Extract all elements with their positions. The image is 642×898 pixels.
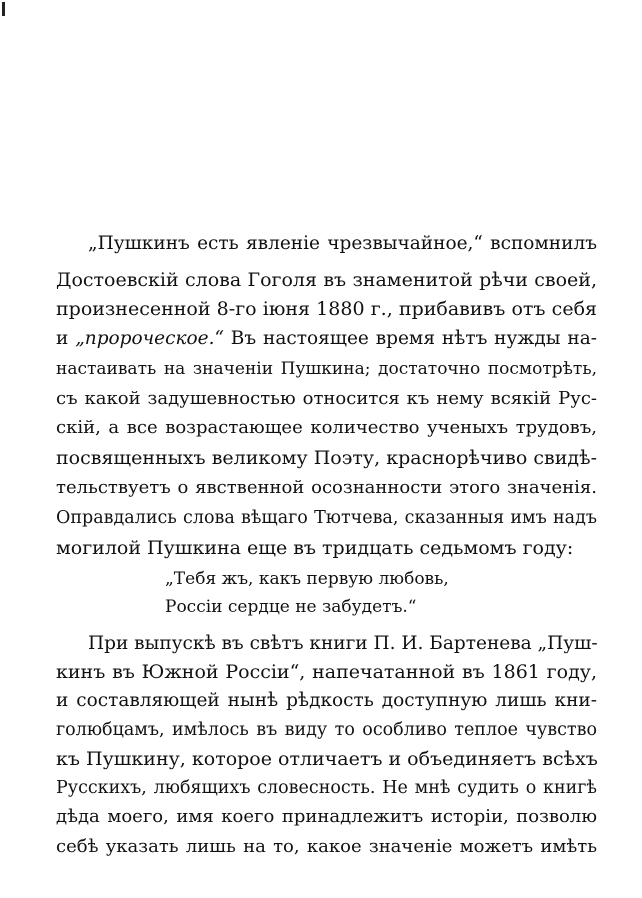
paragraph1-line-5: настаивать на значеніи Пушкина; достаточно посмотрѣть, xyxy=(56,359,597,379)
paragraph2-line-6: Русскихъ, любящихъ словесность. Не мнѣ судить о книгѣ xyxy=(56,778,597,798)
scan-edge-mark xyxy=(2,2,5,16)
paragraph1-line-3: произнесенной 8-го іюня 1880 г., прибавивъ отъ себя xyxy=(56,298,597,320)
paragraph2-line-8: себѣ указать лишь на то, какое значеніе можетъ имѣть xyxy=(56,836,597,857)
verse-line-2: Россіи сердце не забудетъ.“ xyxy=(165,597,417,617)
paragraph1-line-4 xyxy=(56,325,597,353)
paragraph1-line-1: „Пушкинъ есть явленіе чрезвычайное,“ вспомнилъ xyxy=(88,233,597,254)
quoted-word-prophetic: „пророческое.“ xyxy=(75,328,224,349)
paragraph1-line-4-start: и xyxy=(56,328,69,349)
paragraph1-line-8: посвященныхъ великому Поэту, краснорѣчиво свидѣ- xyxy=(56,447,597,469)
paragraph2-line-2: кинъ въ Южной Россіи“, напечатанной въ 1861 году, xyxy=(56,661,597,683)
paragraph1-line-10: Оправдались слова вѣщаго Тютчева, сказанныя имъ надъ xyxy=(56,508,597,528)
verse-line-1: „Тебя жъ, какъ первую любовь, xyxy=(165,569,449,589)
paragraph2-line-3: и составляющей нынѣ рѣдкость доступную лишь кни- xyxy=(56,690,597,711)
paragraph2-line-7: дѣда моего, имя коего принадлежитъ исторіи, позволю xyxy=(56,806,597,827)
paragraph1-line-4-rest: Въ настоящее время нѣтъ нужды на- xyxy=(223,328,597,349)
paragraph2-line-1: При выпускѣ въ свѣтъ книги П. И. Бартенева „Пуш- xyxy=(88,633,598,654)
paragraph1-line-9: тельствуетъ о явственной осознанности этого значенія. xyxy=(56,477,597,498)
paragraph2-line-4: голюбцамъ, имѣлось въ виду то особливо теплое чувство xyxy=(56,720,597,740)
paragraph1-line-2: Достоевскій слова Гоголя въ знаменитой рѣчи своей, xyxy=(56,269,597,291)
paragraph1-line-6: съ какой задушевностью относится къ нему всякій Рус- xyxy=(56,388,597,409)
paragraph1-line-7: скій, а все возрастающее количество ученыхъ трудовъ, xyxy=(56,417,597,438)
paragraph2-line-5: къ Пушкину, которое отличаетъ и объединяетъ всѣхъ xyxy=(56,748,598,770)
paragraph1-line-11: могилой Пушкина еще въ тридцать седьмомъ году: xyxy=(56,537,574,559)
